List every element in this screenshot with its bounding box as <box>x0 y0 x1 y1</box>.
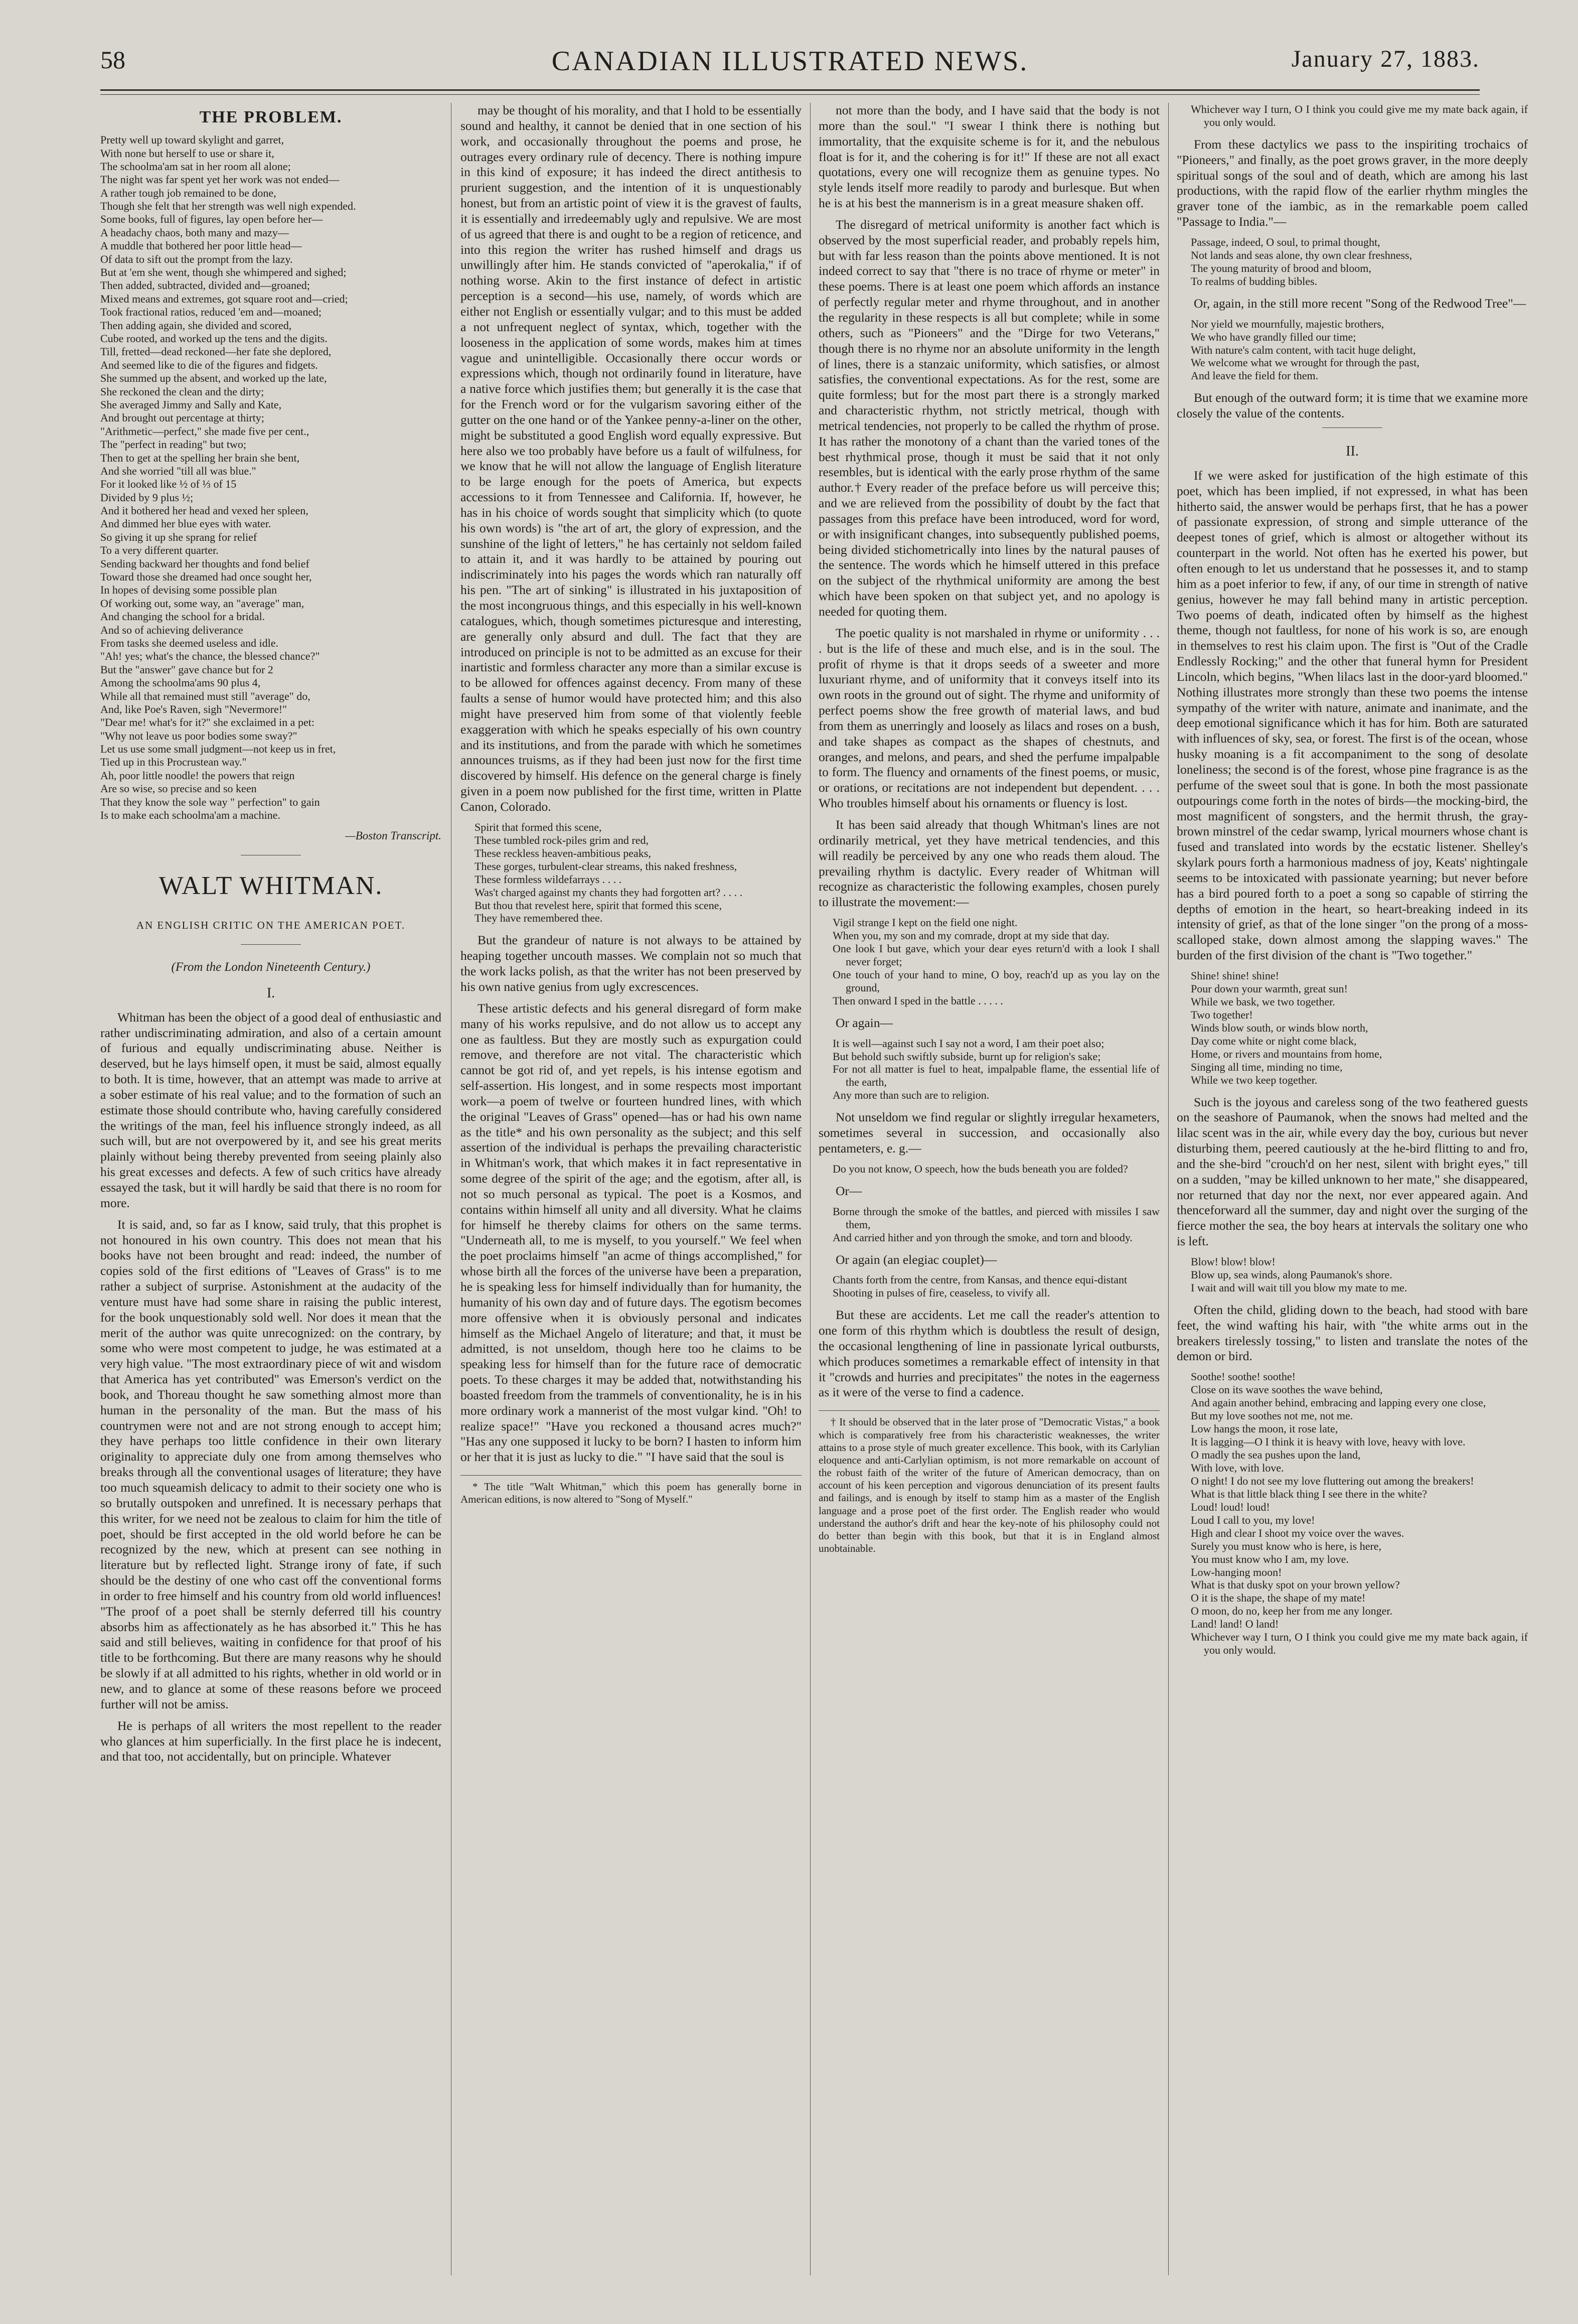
verse-line: Loud I call to you, my love! <box>1191 1513 1315 1526</box>
verse-line: Do you not know, O speech, how the buds beneath you are folded? <box>833 1162 1128 1175</box>
verse-line: Though she felt that her strength was well nigh expended. <box>100 200 356 213</box>
article-body <box>1177 468 1528 963</box>
verse-line: Singing all time, minding no time, <box>1191 1060 1343 1073</box>
verse-line: The young maturity of brood and bloom, <box>1191 261 1371 274</box>
paragraph: It has been said already that though Whitman's lines are not ordinarily metrical, yet they have metrical tendencies, and this will readily be perceived by any one who reads them aloud. The prevailing rhythm is dactylic. Every reader of Whitman will recognize as characteristic the following examples, chosen purely to illustrate the movement:— <box>819 817 1160 910</box>
verse-line: Of data to sift out the prompt from the lazy. <box>100 252 293 265</box>
article-body <box>100 1010 441 1765</box>
paragraph: But these are accidents. Let me call the reader's attention to one form of this rhythm which is doubtless the result of design, the occasional lengthening of line in passionate lyrical outbursts, which produces sometimes a remarkable effect of intensity in that it "crowds and hurries and precipitates" the notes in the eagerness as it were of the verse to find a cadence. <box>819 1308 1160 1400</box>
paragraph: He is perhaps of all writers the most repellent to the reader who glances at him superficially. In the first place he is indecent, and that too, not accidentally, but on principle. Whatever <box>100 1718 441 1764</box>
paragraph: But enough of the outward form; it is time that we examine more closely the value of the contents. <box>1177 390 1528 421</box>
verse-line: "Why not leave us poor bodies some sway?" <box>100 729 297 742</box>
verse-line: Borne through the smoke of the battles, and pierced with missiles I saw them, <box>833 1205 1160 1231</box>
verse-line: We welcome what we wrought for through the past, <box>1191 356 1419 369</box>
verse-line: And it bothered her head and vexed her spleen, <box>100 504 308 517</box>
verse-line: She reckoned the clean and the dirty; <box>100 385 264 398</box>
verse-line: Then added, subtracted, divided and—groaned; <box>100 279 310 292</box>
verse-line: While we bask, we two together. <box>1191 995 1335 1008</box>
verse-line: Some books, full of figures, lay open before her— <box>100 213 323 226</box>
verse-line: And brought out percentage at thirty; <box>100 411 264 424</box>
verse-line: O madly the sea pushes upon the land, <box>1191 1448 1361 1461</box>
verse-line: Mixed means and extremes, got square root and—cried; <box>100 292 348 305</box>
verse-line: Let us use some small judgment—not keep us in fret, <box>100 743 336 756</box>
verse-line: Home, or rivers and mountains from home, <box>1191 1047 1382 1060</box>
verse-line: What is that dusky spot on your brown yellow? <box>1191 1578 1400 1591</box>
verse-line: So giving it up she sprang for relief <box>100 530 257 543</box>
verse-line: Among the schoolma'ams 90 plus 4, <box>100 676 261 689</box>
verse-line: Vigil strange I kept on the field one night. <box>833 916 1018 929</box>
verse-line: Land! land! O land! <box>1191 1618 1279 1631</box>
page-header <box>100 45 1480 80</box>
verse-line: Close on its wave soothes the wave behind, <box>1191 1383 1383 1396</box>
verse-line: And again another behind, embracing and lapping every one close, <box>1191 1396 1486 1409</box>
paragraph: Whitman has been the object of a good deal of enthusiastic and rather undiscriminating admiration, and also of a certain amount of furious and equally undiscriminating abuse. Neither is deserved, but he lays himself open, it must be said, almost equally to both. It is time, however, that an attempt was made to arrive at a sober estimate of his real value; and to the formation of such an estimate those should contribute who, having carefully considered the writings of the man, feel his influence strongly indeed, as all such will, but are not overpowered by it, and see his great merits plainly without being thereby prevented from seeing plainly also his great excesses and defects. A few of such critics have already essayed the task, but it will hardly be said that there is no room for more. <box>100 1009 441 1210</box>
footnote-text: * The title "Walt Whitman," which this poem has generally borne in American editions, is now altered to "Song of Myself." <box>460 1481 802 1506</box>
verse-line: Blow up, sea winds, along Paumanok's shore. <box>1191 1268 1392 1281</box>
column-2 <box>460 103 802 2275</box>
verse-line: And, like Poe's Raven, sigh "Nevermore!" <box>100 702 287 715</box>
header-rule <box>100 89 1480 91</box>
verse-line: O night! I do not see my love fluttering out among the breakers! <box>1191 1474 1474 1487</box>
paragraph: It is said, and, so far as I know, said truly, that this prophet is not honoured in his own country. This does not mean that his books have not been brought and read: indeed, the number of copies sold of the first editions of "Leaves of Grass" is to me rather a subject of surprise. Astonishment at the audacity of the venture must have had some share in raising the public interest, for the book unquestionably sold well. Nor does it mean that the merit of the author was quite unrecognized: on the contrary, by some who were most competent to judge, he was estimated at a very high value. "The most extraordinary piece of wit and wisdom that America has yet contributed" was Emerson's verdict on the book, and Thoreau thought he saw something almost more than human in the personality of the man. But the mass of his countrymen were not and are not strong enough to accept him; they have perhaps too little confidence in their own literary originality to appreciate duly one from among themselves who breaks through all the conventional usages of literature; they have too much squeamish delicacy to admit to their society one who is so brutally outspoken and unrefined. It is necessary perhaps that this writer, for we need not be zealous to claim for him the title of poet, should be first accepted in the old world before he can be recognized by the new, which at present can see nothing in literature but by reflected light. Strange irony of fate, if such should be the destiny of one who cast off the conventional forms in order to free himself and his country from old world influences! "The proof of a poet shall be sternly deferred till his country absorbs him as affectionately as he has absorbed it." This he has said and still believes, waiting in confidence for that proof of his title to be forthcoming. But there are many reasons why he should be slowly if at all admitted to his rights, whether in old world or in new, and to glance at some of these reasons before we proceed further will not be amiss. <box>100 1217 441 1711</box>
verse-line: And she worried "till all was blue." <box>100 464 256 477</box>
separator <box>1322 427 1382 428</box>
verse-line: Sending backward her thoughts and fond belief <box>100 557 309 570</box>
paragraph: These artistic defects and his general disregard of form make many of his works repulsive, and do not allow us to accept any one as faultless. But they are mostly such as expurgation could remove, and therefore are not vital. The characteristic which cannot be got rid of, and yet repels, is his intense egotism and self-assertion. His longest, and in some respects most important work—a poem of twelve or fourteen hundred lines, with which the original "Leaves of Grass" opened—has or had his own name as the title* and his own personality as the subject; and this self assertion of the individual is perhaps the prevailing characteristic in Whitman's work, that which makes it in fact representative in some degree of the spirit of the age; and the egotism, after all, is not so much personal as typical. The poet is a Kosmos, and contains within himself all unity and all diversity. What he claims for himself he thereby claims for others on the same terms. "Underneath all, to me is myself, to you yourself." We feel when the poet proclaims himself "an acme of things accomplished," for whose birth all the forces of the universe have been a preparation, he is speaking less for himself individually than for humanity, the humanity of his own day and of future days. The egotism becomes more offensive when it is obviously personal and indicates himself as the Michael Angelo of literature; and that, it must be admitted, is not unseldom, though here too he claims to be speaking less for himself than for the future race of democratic poets. To these charges it may be added that, notwithstanding his boasted freedom from the trammels of conventionality, he is in his more ordinary work a mannerist of the most vulgar kind. "Oh! to realize space!" "Have you reckoned a thousand acres much?" "Has any one supposed it lucky to be born? I hasten to inform him or her that it is just as lucky to die." "I have said that the soul is <box>460 1000 802 1465</box>
header-rule-thin <box>100 94 1480 95</box>
verse-line: A rather tough job remained to be done, <box>100 186 276 199</box>
paragraph: Often the child, gliding down to the beach, had stood with bare feet, the wind wafting his hair, with "the white arms out in the breakers tirelessly tossing," to listen and translate the notes of the demon or bird. <box>1177 1302 1528 1364</box>
verse-line: And seemed like to die of the figures and fidgets. <box>100 358 318 371</box>
verse-line: These formless wildefarrays . . . . <box>475 873 622 886</box>
verse-quote <box>833 1273 1160 1299</box>
verse-line: With love, with love. <box>1191 1461 1284 1474</box>
verse-quote <box>475 821 802 925</box>
footnote <box>819 1410 1160 1555</box>
verse-line: Not lands and seas alone, thy own clear freshness, <box>1191 248 1412 261</box>
verse-line: But my love soothes not me, not me. <box>1191 1409 1353 1422</box>
verse-line: "Ah! yes; what's the chance, the blessed chance?" <box>100 650 320 663</box>
paragraph: Such is the joyous and careless song of the two feathered guests on the seashore of Paumanok, when the snows had melted and the lilac scent was in the air, while every day the boy, curious but never disturbing them, peered cautiously at the he-bird flitting to and fro, and the she-bird "crouch'd on her nest, silent with bright eyes," till on a sudden, "may be killed unknown to her mate," she disappeared, nor returned that day nor the next, nor ever appeared again. And thenceforward all the summer, day and night over the surging of the fierce mother the sea, the boy hears at intervals the solitary one who is left. <box>1177 1094 1528 1249</box>
column-divider <box>1168 103 1169 2275</box>
verse-line: Blow! blow! blow! <box>1191 1255 1276 1268</box>
verse-line: From tasks she deemed useless and idle. <box>100 636 278 649</box>
verse-line: And dimmed her blue eyes with water. <box>100 517 271 530</box>
article-body <box>460 933 802 1465</box>
verse-quote <box>1191 1255 1528 1294</box>
column-3 <box>819 103 1160 2275</box>
verse-line: The "perfect in reading" but two; <box>100 438 247 451</box>
verse-line: While we two keep together. <box>1191 1073 1318 1086</box>
verse-line: O moon, do no, keep her from me any longer. <box>1191 1605 1393 1618</box>
article-title: WALT WHITMAN. <box>159 872 383 901</box>
verse-line: When you, my son and my comrade, dropt at my side that day. <box>833 929 1110 942</box>
verse-line: But behold such swiftly subside, burnt up for religion's sake; <box>833 1050 1101 1063</box>
paragraph: But the grandeur of nature is not always to be attained by heaping together uncouth masses. We complain not so much that the work lacks polish, as that the writer has not been preserved by his own native genius from ugly excrescences. <box>460 933 802 994</box>
paragraph: may be thought of his morality, and that I hold to be essentially sound and healthy, it cannot be denied that in one section of his work, and occasionally throughout the poems and prose, he outrages every ordinary rule of decency. There is nothing impure in this kind of exposure; it has indeed the direct antithesis to prurient suggestion, and the intention of it is unquestionably honest, but from an artistic point of view it is the gravest of faults, it is essentially and irredeemably ugly and repulsive. We are most of us agreed that there is and ought to be a region of reticence, and into this region the writer has rushed himself and drags us unwillingly after him. He stands convicted of "aperokalia," if of nothing worse. Akin to the first instance of defect in artistic perception is a second—his use, namely, of words which are either not English or essentially vulgar; and to this must be added a not unfrequent neglect of syntax, which, together with the looseness in the application of some words, makes him at times vague and unintelligible. Occasionally there occur words or expressions which, though not ordinarily found in literature, have a native force which justifies them; but generally it is the case that for the French word or for the vulgarism savoring either of the gutter on the one hand or of the Yankee penny-a-liner on the other, might be substituted a good English word equally expressive. But here also we too probably have before us a fault of wilfulness, for we know that he will not allow the language of English literature to be large enough for the poets of America, but expects accessions to it from Tennessee and California. If, however, he has in his choice of words sought that simplicity which (to quote his own words) is "the art of art, the glory of expression, and the sunshine of the light of letters," he has certainly not seldom failed to attain it, and it was hardly to be attained by pouring out indiscriminately into his pages the words which ran naturally off his pen. "The art of sinking" is illustrated in his juxtaposition of the most incongruous things, and this especially in his well-known catalogues, which, though sometimes picturesque and interesting, are generally only absurd and dull. The fact that they are introduced on principle is not to be admitted as an excuse for their inartistic and formless character any more than a similar excuse is to be allowed for offences against decency. From many of these faults a sense of humor would have protected him; and this also might have preserved him from some of that violently feeble exaggeration with which he speaks especially of his own country and its institutions, and from the parade with which he sometimes announces truisms, as if they had been just now for the first time discovered by himself. His defence on the general charge is finely given in a poem now published for the first time, written in Platte Canon, Colorado. <box>460 103 802 814</box>
verse-quote <box>1191 236 1528 288</box>
verse-line: Shooting in pulses of fire, ceaseless, to vivify all. <box>833 1286 1050 1299</box>
footnote-text: † It should be observed that in the later prose of "Democratic Vistas," a book which is comparatively free from his characteristic weaknesses, the writer attains to a prose style of much greater excellence. This book, with its Carlylian eloquence and anti-Carlylian optimism, is not more remarkable on account of the robust faith of the writer of the future of American democracy, than on account of his keen perception and vigorous denunciation of its present faults and failings, and is enough by itself to stamp him as a master of the English language and a prose poet of the first order. The English reader who would understand the author's drift and hear the key-note of his philosophy could not do better than begin with this book, but that it is in England almost unobtainable. <box>819 1416 1160 1555</box>
paragraph: Or again (an elegiac couplet)— <box>836 1252 997 1267</box>
verse-line: Day come white or night come black, <box>1191 1034 1357 1047</box>
verse-line: One look I but gave, which your dear eyes return'd with a look I shall never forget; <box>833 942 1160 968</box>
verse-quote <box>833 1037 1160 1102</box>
verse-line: She averaged Jimmy and Sally and Kate, <box>100 398 282 411</box>
paragraph: Or— <box>836 1183 862 1198</box>
paragraph: Or again— <box>836 1015 893 1030</box>
verse-line: Of working out, some way, an "average" man, <box>100 597 304 610</box>
verse-line: To a very different quarter. <box>100 544 219 557</box>
page-number: 58 <box>100 46 125 74</box>
verse-quote <box>1191 318 1528 383</box>
verse-quote <box>1191 1370 1528 1657</box>
verse-line: In hopes of devising some possible plan <box>100 584 277 597</box>
verse-line: Took fractional ratios, reduced 'em and—moaned; <box>100 306 322 319</box>
paragraph: not more than the body, and I have said that the body is not more than the soul." "I swear I think there is nothing but immortality, that the exquisite scheme is for it, and the nebulous float is for it, and the cohering is for it!" If these are not all exact quotations, every one will recognize them as genuine types. No style lends itself more readily to parody and burlesque. But when he is at his best the mannerism is in a great measure shaken off. <box>819 103 1160 211</box>
verse-line: And leave the field for them. <box>1191 369 1319 382</box>
verse-line: A muddle that bothered her poor little head— <box>100 239 302 252</box>
verse-line: Passage, indeed, O soul, to primal thought, <box>1191 235 1380 248</box>
verse-line: These tumbled rock-piles grim and red, <box>475 833 649 846</box>
verse-line: While all that remained must still "average" do, <box>100 689 310 702</box>
verse-line: Then adding again, she divided and scored, <box>100 319 292 332</box>
verse-line: One touch of your hand to mine, O boy, reach'd up as you lay on the ground, <box>833 968 1160 994</box>
verse-line: She summed up the absent, and worked up the late, <box>100 372 327 385</box>
verse-line: Divided by 9 plus ½; <box>100 491 194 504</box>
verse-line: It is well—against such I say not a word, I am their poet also; <box>833 1037 1104 1050</box>
paragraph: The disregard of metrical uniformity is another fact which is observed by the most superficial reader, and probably repels him, but with far less reason than the points above mentioned. It is not indeed correct to say that "there is no trace of rhyme or meter" in these poems. There is at least one poem which affords an instance of perfectly regular meter and rhyme throughout, and in another the regularity in these respects is all but complete; while in some others, such as "Pioneers" and the "Dirge for two Veterans," though there is no rhyme nor an absolute uniformity in the length of lines, there is a stanzaic uniformity, which satisfies, or almost satisfies, the conventional expectations. As for the rest, some are quite formless; but for the most part there is a strongly marked and characteristic rhythm, not strictly metrical, though with metrical tendencies, not properly to be called the rhythm of prose. It has rather the monotony of a chant than the varied tones of the best rhythmical prose, though it must be said that it not only resembles, but is identical with the early prose rhythm of the same author.† Every reader of the preface before us will perceive this; and we are relieved from the possibility of doubt by the fact that passages from this preface have been introduced, word for word, or with insignificant changes, into subsequently published poems, being divided stichometrically into lines by the natural pauses of the sentence. The words which he himself uttered in this preface on the subject of the rhythmical uniformity are among the best which have been spoken on that subject yet, and no apology is needed for quoting them. <box>819 217 1160 619</box>
verse-line: And carried hither and yon through the smoke, and torn and bloody. <box>833 1231 1133 1244</box>
section-number: II. <box>1346 444 1359 460</box>
verse-line: With none but herself to use or share it, <box>100 147 274 160</box>
verse-line: Till, fretted—dead reckoned—her fate she deplored, <box>100 345 332 358</box>
paragraph: From these dactylics we pass to the inspiriting trochaics of "Pioneers," and finally, as the poet grows graver, in the more deeply spiritual songs of the soul and of death, which are among his last productions, with the rapid flow of the earlier rhythm mingles the graver tone of the iambic, as in the remarkable poem called "Passage to India."— <box>1177 136 1528 229</box>
verse-line: Cube rooted, and worked up the tens and the digits. <box>100 332 328 345</box>
verse-line: Nor yield we mournfully, majestic brothers, <box>1191 317 1384 330</box>
verse-line: Was't charged against my chants they had forgotten art? . . . . <box>475 886 743 899</box>
verse-line: Are so wise, so precise and so keen <box>100 782 257 795</box>
verse-line: They have remembered thee. <box>475 912 603 925</box>
verse-line: To realms of budding bibles. <box>1191 274 1318 287</box>
verse-line: Tied up in this Procrustean way." <box>100 756 247 769</box>
verse-line: Pour down your warmth, great sun! <box>1191 982 1348 995</box>
verse-line: Low-hanging moon! <box>1191 1565 1282 1578</box>
verse-line: I wait and will wait till you blow my mate to me. <box>1191 1281 1407 1294</box>
verse-line: Ah, poor little noodle! the powers that reign <box>100 769 295 782</box>
verse-line: Two together! <box>1191 1008 1253 1021</box>
verse-quote <box>833 1163 1160 1176</box>
verse-line: O it is the shape, the shape of my mate! <box>1191 1591 1366 1605</box>
article-body <box>819 103 1160 910</box>
verse-line: Then onward I sped in the battle . . . . . <box>833 994 1003 1007</box>
verse-line: For not all matter is fuel to heat, impalpable flame, the essential life of the earth, <box>833 1063 1160 1089</box>
article-subtitle: AN ENGLISH CRITIC ON THE AMERICAN POET. <box>136 919 406 932</box>
verse-line: Any more than such are to religion. <box>833 1089 990 1102</box>
poem-attribution: —Boston Transcript. <box>345 829 441 842</box>
verse-line: For it looked like ½ of ⅓ of 15 <box>100 478 237 491</box>
verse-line: Is to make each schoolma'am a machine. <box>100 809 280 822</box>
verse-line: "Arithmetic—perfect," she made five per cent., <box>100 424 309 438</box>
paragraph: If we were asked for justification of the high estimate of this poet, which has been implied, if not expressed, in what has been hitherto said, the answer would be perhaps first, that he has a power of passionate expression, of strong and simple utterance of the deepest tones of grief, which is almost or altogether without its counterpart in the world. Not often has he exerted his power, but often enough to let us understand that he possesses it, and to stamp him as a poet inferior to few, if any, of our time in strength of native genius, however he may fall behind many in artistic perception. Two poems of death, indicated often by himself as the highest theme, though not faultless, for none of his work is so, are enough in themselves to rest his claim upon. The first is "Out of the Cradle Endlessly Rocking;" and the other that funeral hymn for President Lincoln, which begins, "When lilacs last in the door-yard bloomed." Nothing illustrates more strongly than these two poems the intense sympathy of the writer with nature, animate and inanimate, and the deep emotional significance which it has for him. Both are saturated with influences of sky, sea, or forest. The first is of the ocean, whose husky moaning is a fit accompaniment to the song of desolate loneliness; the second is of the forest, whose pine fragrance is as the perfume of the sweet soul that is gone. In both the most passionate outpourings come forth in the notes of birds—the mocking-bird, the most magnificent of songsters, and the hermit thrush, the gray-brown minstrel of the cedar swamp, lyrical mourners whose chant is fused and translated into words by the ecstatic listener. Shelley's skylark pours forth a harmonious madness of joy, Keats' nightingale seems to be intoxicated with passionate yearning; but never before has a bird poured forth to a poet a song so capable of stirring the depths of emotion in the heart, so heart-breaking indeed in its intensity of grief, as that of the lone singer "on the prong of a moss-scalloped stake, down almost among the slapping waves." The burden of the first division of the chant is "Two together." <box>1177 468 1528 963</box>
paragraph: Or, again, in the still more recent "Song of the Redwood Tree"— <box>1194 296 1526 311</box>
poem-body <box>100 133 441 822</box>
issue-date: January 27, 1883. <box>1291 46 1480 72</box>
verse-line: What is that little black thing I see there in the white? <box>1191 1487 1428 1500</box>
verse-quote <box>1191 969 1528 1087</box>
verse-line: The schoolma'am sat in her room all alone; <box>100 160 291 173</box>
masthead: CANADIAN ILLUSTRATED NEWS. <box>551 46 1029 77</box>
verse-line: Winds blow south, or winds blow north, <box>1191 1021 1368 1034</box>
verse-line: Whichever way I turn, O I think you could give me my mate back again, if you only would. <box>1191 1631 1528 1657</box>
verse-line: Then to get at the spelling her brain she bent, <box>100 451 300 464</box>
verse-line: Surely you must know who is here, is here, <box>1191 1539 1382 1552</box>
verse-quote <box>833 1205 1160 1244</box>
verse-line: Spirit that formed this scene, <box>475 820 602 833</box>
verse-line: Whichever way I turn, O I think you could give me my mate back again, if you only would. <box>1191 103 1528 128</box>
verse-line: These reckless heaven-ambitious peaks, <box>475 846 651 859</box>
verse-line: These gorges, turbulent-clear streams, this naked freshness, <box>475 859 737 873</box>
verse-line: You must know who I am, my love. <box>1191 1552 1349 1565</box>
verse-quote <box>833 916 1160 1007</box>
verse-line: And so of achieving deliverance <box>100 623 243 636</box>
verse-line: A headachy chaos, both many and mazy— <box>100 226 289 239</box>
verse-line: High and clear I shoot my voice over the waves. <box>1191 1526 1404 1539</box>
footnote <box>460 1475 802 1506</box>
paragraph: Not unseldom we find regular or slightly irregular hexameters, sometimes several in succession, and occasionally also pentameters, e. g.— <box>819 1110 1160 1155</box>
verse-line: But at 'em she went, though she whimpered and sighed; <box>100 266 347 279</box>
verse-line: It is lagging—O I think it is heavy with love, heavy with love. <box>1191 1435 1466 1448</box>
article-source: (From the London Nineteenth Century.) <box>171 960 371 974</box>
verse-line: Loud! loud! loud! <box>1191 1500 1270 1513</box>
verse-line: With nature's calm content, with tacit huge delight, <box>1191 343 1416 356</box>
verse-line: But the "answer" gave chance but for 2 <box>100 663 273 676</box>
verse-line: Low hangs the moon, it rose late, <box>1191 1422 1338 1435</box>
column-divider <box>810 103 811 2275</box>
verse-line: Chants forth from the centre, from Kansas, and thence equi-distant <box>833 1273 1128 1286</box>
paragraph: The poetic quality is not marshaled in rhyme or uniformity . . . . but is the life of these and much else, and is in the soul. The profit of rhyme is that it drops seeds of a sweeter and more luxuriant rhyme, and of uniformity that it conveys itself into its own roots in the ground out of sight. The rhyme and uniformity of perfect poems show the free growth of material laws, and bud from them as unerringly and loosely as lilacs and roses on a bush, and take shapes as compact as the shapes of chestnuts, and oranges, and melons, and pears, and shed the perfume impalpable to form. The fluency and ornaments of the finest poems, or music, or orations, or recitations are not independent but dependent. . . . Who troubles himself about his ornaments or fluency is lost. <box>819 625 1160 811</box>
verse-line: And changing the school for a bridal. <box>100 610 265 623</box>
column-1 <box>100 103 441 2275</box>
verse-line: That they know the sole way " perfection" to gain <box>100 795 320 808</box>
verse-line: "Dear me! what's for it?" she exclaimed in a pet: <box>100 716 314 729</box>
article-body <box>460 103 802 815</box>
verse-line: The night was far spent yet her work was not ended— <box>100 173 340 186</box>
verse-quote <box>1191 103 1528 129</box>
verse-line: Toward those she dreamed had once sought her, <box>100 570 312 584</box>
verse-line: Soothe! soothe! soothe! <box>1191 1370 1296 1383</box>
verse-line: But thou that revelest here, spirit that formed this scene, <box>475 899 722 912</box>
verse-line: Shine! shine! shine! <box>1191 969 1279 982</box>
column-4 <box>1177 103 1528 2275</box>
verse-line: Pretty well up toward skylight and garret, <box>100 133 284 147</box>
separator <box>241 944 301 945</box>
poem-title: THE PROBLEM. <box>199 108 343 126</box>
section-number: I. <box>266 985 275 1001</box>
verse-line: We who have grandly filled our time; <box>1191 330 1356 343</box>
